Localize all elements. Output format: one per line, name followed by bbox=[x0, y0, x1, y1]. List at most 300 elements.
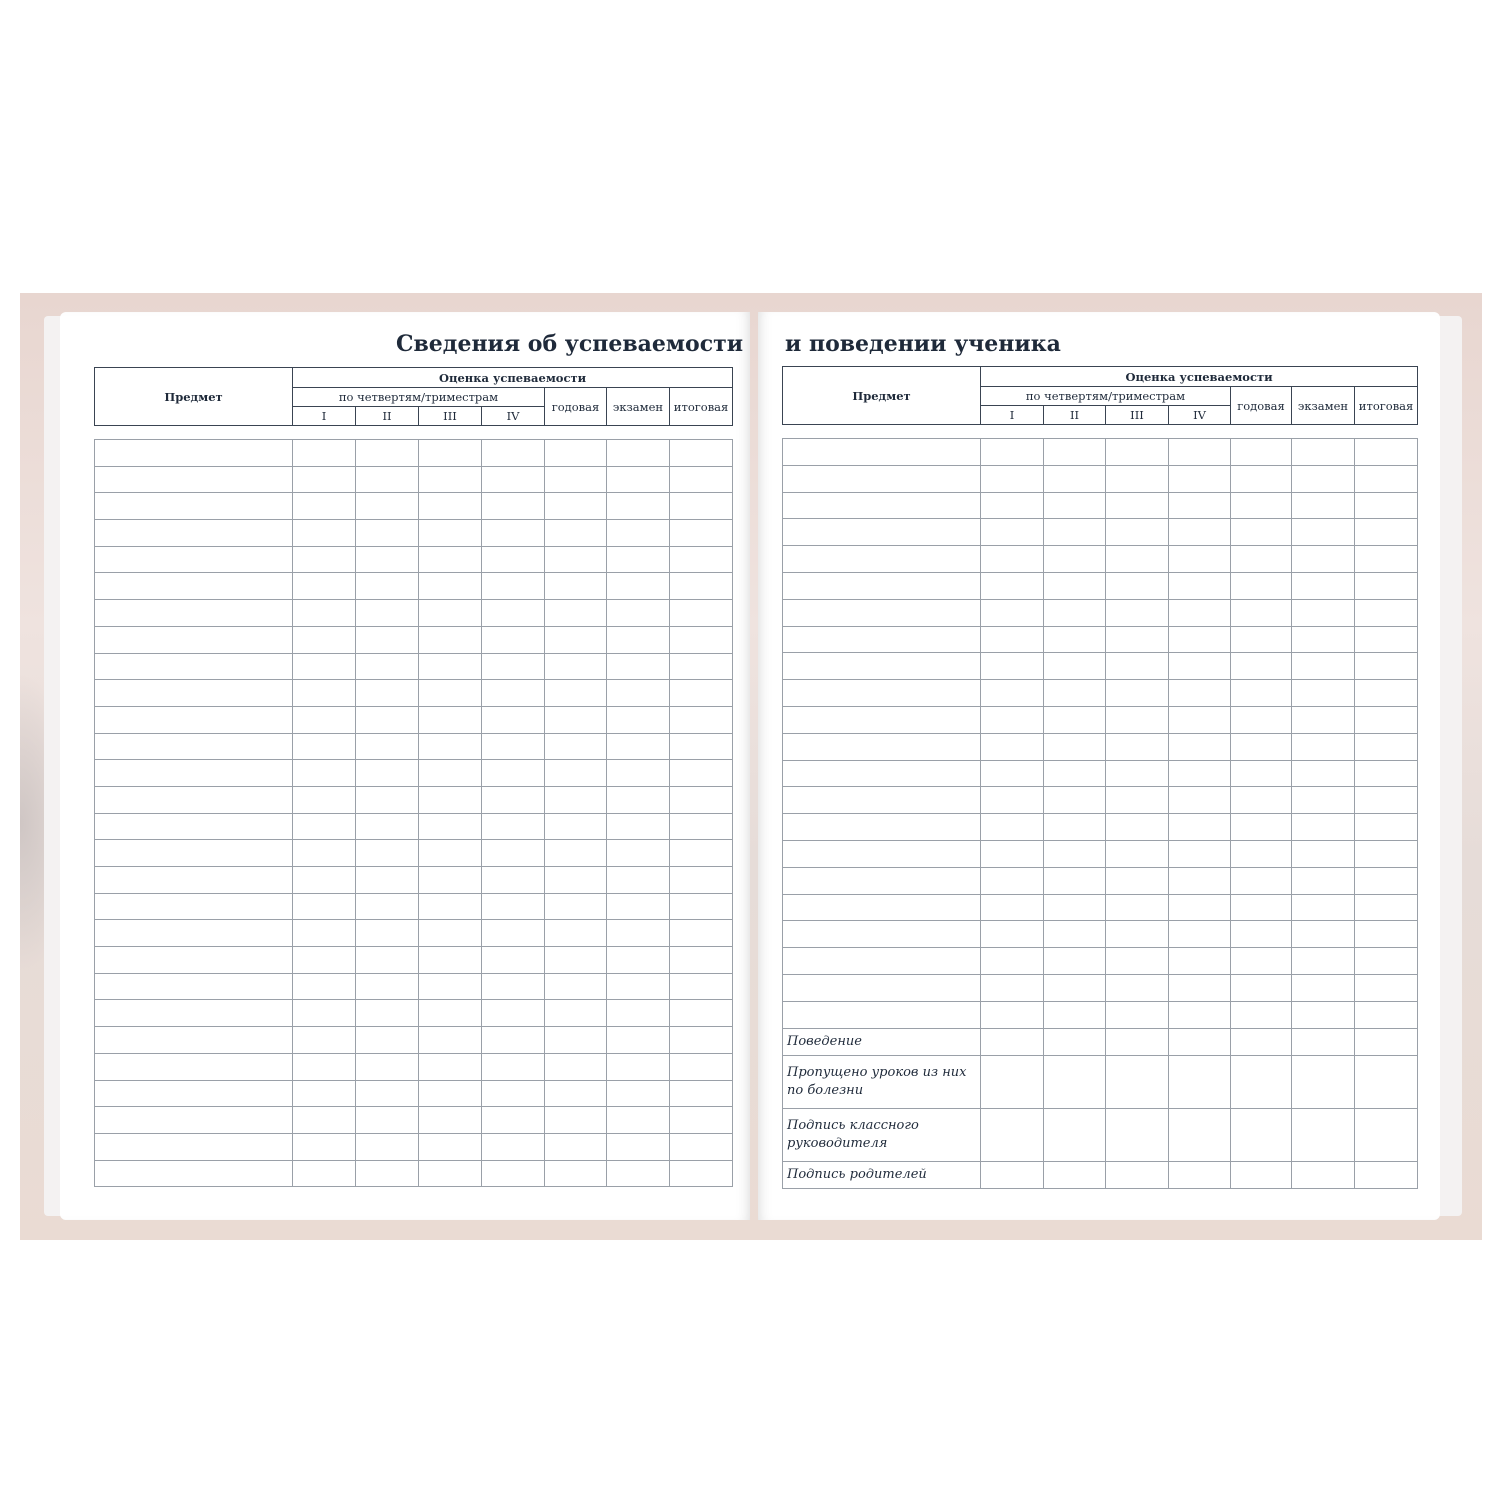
grade-cell[interactable] bbox=[1231, 1028, 1292, 1055]
grade-cell[interactable] bbox=[981, 867, 1044, 894]
grade-cell[interactable] bbox=[419, 947, 482, 974]
subject-cell[interactable] bbox=[783, 814, 981, 841]
grade-cell[interactable] bbox=[1292, 439, 1355, 466]
grade-cell[interactable] bbox=[482, 813, 545, 840]
grade-cell[interactable] bbox=[1355, 439, 1418, 466]
grade-cell[interactable] bbox=[1044, 948, 1106, 975]
grade-cell[interactable] bbox=[1044, 1161, 1106, 1188]
grade-cell[interactable] bbox=[607, 973, 670, 1000]
grade-cell[interactable] bbox=[981, 840, 1044, 867]
grade-cell[interactable] bbox=[1355, 572, 1418, 599]
grade-cell[interactable] bbox=[419, 1053, 482, 1080]
grade-cell[interactable] bbox=[1292, 1028, 1355, 1055]
grade-cell[interactable] bbox=[1231, 921, 1292, 948]
grade-cell[interactable] bbox=[1292, 706, 1355, 733]
grade-cell[interactable] bbox=[545, 600, 607, 627]
grade-cell[interactable] bbox=[1169, 706, 1231, 733]
grade-cell[interactable] bbox=[1106, 948, 1169, 975]
grade-cell[interactable] bbox=[1292, 787, 1355, 814]
grade-cell[interactable] bbox=[356, 813, 419, 840]
grade-cell[interactable] bbox=[1292, 974, 1355, 1001]
grade-cell[interactable] bbox=[356, 706, 419, 733]
subject-cell[interactable] bbox=[95, 760, 293, 787]
grade-cell[interactable] bbox=[419, 1000, 482, 1027]
grade-cell[interactable] bbox=[1231, 492, 1292, 519]
grade-cell[interactable] bbox=[1231, 867, 1292, 894]
grade-cell[interactable] bbox=[670, 840, 733, 867]
grade-cell[interactable] bbox=[1044, 787, 1106, 814]
grade-cell[interactable] bbox=[1169, 814, 1231, 841]
grade-cell[interactable] bbox=[1231, 706, 1292, 733]
grade-cell[interactable] bbox=[1169, 1055, 1231, 1108]
grade-cell[interactable] bbox=[482, 1160, 545, 1187]
grade-cell[interactable] bbox=[1231, 1108, 1292, 1161]
grade-cell[interactable] bbox=[545, 573, 607, 600]
grade-cell[interactable] bbox=[545, 840, 607, 867]
grade-cell[interactable] bbox=[293, 440, 356, 467]
grade-cell[interactable] bbox=[1106, 1108, 1169, 1161]
grade-cell[interactable] bbox=[356, 493, 419, 520]
grade-cell[interactable] bbox=[545, 1053, 607, 1080]
grade-cell[interactable] bbox=[607, 626, 670, 653]
grade-cell[interactable] bbox=[1169, 465, 1231, 492]
grade-cell[interactable] bbox=[670, 440, 733, 467]
grade-cell[interactable] bbox=[356, 1027, 419, 1054]
grade-cell[interactable] bbox=[1169, 733, 1231, 760]
grade-cell[interactable] bbox=[419, 813, 482, 840]
subject-cell[interactable] bbox=[95, 440, 293, 467]
subject-cell[interactable] bbox=[95, 573, 293, 600]
grade-cell[interactable] bbox=[1355, 787, 1418, 814]
grade-cell[interactable] bbox=[1169, 1108, 1231, 1161]
grade-cell[interactable] bbox=[293, 1107, 356, 1134]
grade-cell[interactable] bbox=[1231, 465, 1292, 492]
grade-cell[interactable] bbox=[1106, 921, 1169, 948]
grade-cell[interactable] bbox=[1106, 867, 1169, 894]
grade-cell[interactable] bbox=[482, 546, 545, 573]
grade-cell[interactable] bbox=[670, 733, 733, 760]
subject-cell[interactable] bbox=[95, 840, 293, 867]
grade-cell[interactable] bbox=[1106, 760, 1169, 787]
grade-cell[interactable] bbox=[670, 680, 733, 707]
grade-cell[interactable] bbox=[482, 466, 545, 493]
grade-cell[interactable] bbox=[356, 920, 419, 947]
grade-cell[interactable] bbox=[419, 733, 482, 760]
grade-cell[interactable] bbox=[981, 626, 1044, 653]
grade-cell[interactable] bbox=[1231, 572, 1292, 599]
grade-cell[interactable] bbox=[1231, 626, 1292, 653]
grade-cell[interactable] bbox=[1044, 680, 1106, 707]
grade-cell[interactable] bbox=[1044, 1055, 1106, 1108]
grade-cell[interactable] bbox=[419, 706, 482, 733]
grade-cell[interactable] bbox=[545, 733, 607, 760]
grade-cell[interactable] bbox=[670, 893, 733, 920]
grade-cell[interactable] bbox=[482, 706, 545, 733]
grade-cell[interactable] bbox=[1292, 680, 1355, 707]
grade-cell[interactable] bbox=[1044, 572, 1106, 599]
grade-cell[interactable] bbox=[1355, 814, 1418, 841]
grade-cell[interactable] bbox=[607, 840, 670, 867]
grade-cell[interactable] bbox=[419, 1133, 482, 1160]
grade-cell[interactable] bbox=[1231, 974, 1292, 1001]
grade-cell[interactable] bbox=[1231, 787, 1292, 814]
grade-cell[interactable] bbox=[293, 973, 356, 1000]
grade-cell[interactable] bbox=[1044, 492, 1106, 519]
grade-cell[interactable] bbox=[981, 572, 1044, 599]
grade-cell[interactable] bbox=[293, 760, 356, 787]
subject-cell[interactable] bbox=[783, 894, 981, 921]
grade-cell[interactable] bbox=[607, 1133, 670, 1160]
grade-cell[interactable] bbox=[482, 1107, 545, 1134]
grade-cell[interactable] bbox=[1231, 760, 1292, 787]
grade-cell[interactable] bbox=[356, 573, 419, 600]
grade-cell[interactable] bbox=[670, 1000, 733, 1027]
grade-cell[interactable] bbox=[1355, 519, 1418, 546]
grade-cell[interactable] bbox=[482, 920, 545, 947]
grade-cell[interactable] bbox=[1044, 760, 1106, 787]
grade-cell[interactable] bbox=[482, 653, 545, 680]
grade-cell[interactable] bbox=[545, 626, 607, 653]
grade-cell[interactable] bbox=[981, 787, 1044, 814]
subject-cell[interactable] bbox=[783, 760, 981, 787]
grade-cell[interactable] bbox=[607, 947, 670, 974]
grade-cell[interactable] bbox=[1355, 653, 1418, 680]
subject-cell[interactable] bbox=[95, 520, 293, 547]
subject-cell[interactable] bbox=[95, 493, 293, 520]
grade-cell[interactable] bbox=[1355, 1108, 1418, 1161]
grade-cell[interactable] bbox=[1169, 1161, 1231, 1188]
subject-cell[interactable] bbox=[783, 492, 981, 519]
grade-cell[interactable] bbox=[1169, 572, 1231, 599]
grade-cell[interactable] bbox=[607, 520, 670, 547]
grade-cell[interactable] bbox=[1231, 894, 1292, 921]
grade-cell[interactable] bbox=[1355, 760, 1418, 787]
grade-cell[interactable] bbox=[1231, 814, 1292, 841]
subject-cell[interactable] bbox=[95, 1107, 293, 1134]
grade-cell[interactable] bbox=[607, 920, 670, 947]
grade-cell[interactable] bbox=[1355, 733, 1418, 760]
grade-cell[interactable] bbox=[545, 893, 607, 920]
subject-cell[interactable] bbox=[783, 948, 981, 975]
subject-cell[interactable] bbox=[783, 465, 981, 492]
grade-cell[interactable] bbox=[670, 1160, 733, 1187]
subject-cell[interactable] bbox=[783, 1001, 981, 1028]
grade-cell[interactable] bbox=[1106, 1055, 1169, 1108]
subject-cell[interactable] bbox=[95, 867, 293, 894]
grade-cell[interactable] bbox=[419, 573, 482, 600]
grade-cell[interactable] bbox=[1231, 680, 1292, 707]
grade-cell[interactable] bbox=[670, 973, 733, 1000]
grade-cell[interactable] bbox=[670, 1053, 733, 1080]
grade-cell[interactable] bbox=[419, 626, 482, 653]
grade-cell[interactable] bbox=[419, 1080, 482, 1107]
grade-cell[interactable] bbox=[607, 1000, 670, 1027]
grade-cell[interactable] bbox=[670, 706, 733, 733]
grade-cell[interactable] bbox=[545, 520, 607, 547]
grade-cell[interactable] bbox=[670, 920, 733, 947]
grade-cell[interactable] bbox=[545, 653, 607, 680]
subject-cell[interactable] bbox=[783, 626, 981, 653]
grade-cell[interactable] bbox=[419, 466, 482, 493]
grade-cell[interactable] bbox=[1292, 1055, 1355, 1108]
subject-cell[interactable] bbox=[95, 813, 293, 840]
subject-cell[interactable] bbox=[95, 1133, 293, 1160]
grade-cell[interactable] bbox=[1169, 680, 1231, 707]
grade-cell[interactable] bbox=[1231, 439, 1292, 466]
grade-cell[interactable] bbox=[1106, 492, 1169, 519]
grade-cell[interactable] bbox=[607, 1080, 670, 1107]
grade-cell[interactable] bbox=[482, 520, 545, 547]
grade-cell[interactable] bbox=[981, 680, 1044, 707]
grade-cell[interactable] bbox=[545, 440, 607, 467]
grade-cell[interactable] bbox=[670, 653, 733, 680]
subject-cell[interactable] bbox=[95, 600, 293, 627]
subject-cell[interactable] bbox=[95, 1160, 293, 1187]
grade-cell[interactable] bbox=[293, 573, 356, 600]
grade-cell[interactable] bbox=[981, 974, 1044, 1001]
grade-cell[interactable] bbox=[1355, 974, 1418, 1001]
grade-cell[interactable] bbox=[607, 867, 670, 894]
grade-cell[interactable] bbox=[482, 760, 545, 787]
grade-cell[interactable] bbox=[482, 840, 545, 867]
grade-cell[interactable] bbox=[607, 733, 670, 760]
grade-cell[interactable] bbox=[1044, 921, 1106, 948]
grade-cell[interactable] bbox=[1355, 948, 1418, 975]
grade-cell[interactable] bbox=[607, 1053, 670, 1080]
grade-cell[interactable] bbox=[1292, 546, 1355, 573]
grade-cell[interactable] bbox=[1292, 599, 1355, 626]
grade-cell[interactable] bbox=[981, 760, 1044, 787]
grade-cell[interactable] bbox=[981, 1108, 1044, 1161]
subject-cell[interactable] bbox=[95, 973, 293, 1000]
grade-cell[interactable] bbox=[1106, 653, 1169, 680]
subject-cell[interactable] bbox=[783, 653, 981, 680]
grade-cell[interactable] bbox=[482, 1000, 545, 1027]
subject-cell[interactable] bbox=[783, 599, 981, 626]
grade-cell[interactable] bbox=[1231, 546, 1292, 573]
grade-cell[interactable] bbox=[607, 786, 670, 813]
grade-cell[interactable] bbox=[1292, 626, 1355, 653]
grade-cell[interactable] bbox=[1044, 1108, 1106, 1161]
grade-cell[interactable] bbox=[1355, 626, 1418, 653]
grade-cell[interactable] bbox=[1292, 814, 1355, 841]
grade-cell[interactable] bbox=[419, 760, 482, 787]
subject-cell[interactable] bbox=[783, 733, 981, 760]
grade-cell[interactable] bbox=[1231, 653, 1292, 680]
grade-cell[interactable] bbox=[482, 947, 545, 974]
subject-cell[interactable] bbox=[783, 519, 981, 546]
grade-cell[interactable] bbox=[1231, 1055, 1292, 1108]
grade-cell[interactable] bbox=[1044, 894, 1106, 921]
grade-cell[interactable] bbox=[1106, 1001, 1169, 1028]
grade-cell[interactable] bbox=[356, 440, 419, 467]
grade-cell[interactable] bbox=[981, 653, 1044, 680]
grade-cell[interactable] bbox=[607, 466, 670, 493]
grade-cell[interactable] bbox=[1169, 974, 1231, 1001]
grade-cell[interactable] bbox=[981, 1055, 1044, 1108]
grade-cell[interactable] bbox=[1044, 814, 1106, 841]
grade-cell[interactable] bbox=[482, 600, 545, 627]
grade-cell[interactable] bbox=[981, 1161, 1044, 1188]
grade-cell[interactable] bbox=[1044, 546, 1106, 573]
grade-cell[interactable] bbox=[419, 1160, 482, 1187]
grade-cell[interactable] bbox=[607, 600, 670, 627]
grade-cell[interactable] bbox=[356, 653, 419, 680]
grade-cell[interactable] bbox=[981, 1001, 1044, 1028]
grade-cell[interactable] bbox=[1169, 921, 1231, 948]
grade-cell[interactable] bbox=[545, 546, 607, 573]
grade-cell[interactable] bbox=[545, 1160, 607, 1187]
grade-cell[interactable] bbox=[607, 813, 670, 840]
grade-cell[interactable] bbox=[1169, 492, 1231, 519]
grade-cell[interactable] bbox=[1044, 1028, 1106, 1055]
grade-cell[interactable] bbox=[607, 653, 670, 680]
grade-cell[interactable] bbox=[356, 840, 419, 867]
grade-cell[interactable] bbox=[1106, 546, 1169, 573]
grade-cell[interactable] bbox=[1044, 1001, 1106, 1028]
grade-cell[interactable] bbox=[1169, 653, 1231, 680]
grade-cell[interactable] bbox=[1292, 1001, 1355, 1028]
grade-cell[interactable] bbox=[293, 706, 356, 733]
subject-cell[interactable] bbox=[95, 626, 293, 653]
grade-cell[interactable] bbox=[670, 1107, 733, 1134]
subject-cell[interactable] bbox=[95, 1027, 293, 1054]
grade-cell[interactable] bbox=[607, 760, 670, 787]
grade-cell[interactable] bbox=[1169, 626, 1231, 653]
grade-cell[interactable] bbox=[607, 1107, 670, 1134]
grade-cell[interactable] bbox=[1106, 680, 1169, 707]
grade-cell[interactable] bbox=[1106, 1028, 1169, 1055]
grade-cell[interactable] bbox=[1169, 760, 1231, 787]
grade-cell[interactable] bbox=[293, 893, 356, 920]
grade-cell[interactable] bbox=[1044, 974, 1106, 1001]
grade-cell[interactable] bbox=[1106, 519, 1169, 546]
grade-cell[interactable] bbox=[670, 786, 733, 813]
grade-cell[interactable] bbox=[1355, 492, 1418, 519]
grade-cell[interactable] bbox=[356, 546, 419, 573]
grade-cell[interactable] bbox=[1169, 1001, 1231, 1028]
subject-cell[interactable] bbox=[783, 572, 981, 599]
grade-cell[interactable] bbox=[293, 1027, 356, 1054]
grade-cell[interactable] bbox=[1169, 546, 1231, 573]
grade-cell[interactable] bbox=[1106, 974, 1169, 1001]
grade-cell[interactable] bbox=[293, 1000, 356, 1027]
grade-cell[interactable] bbox=[670, 867, 733, 894]
subject-cell[interactable] bbox=[783, 706, 981, 733]
grade-cell[interactable] bbox=[1106, 1161, 1169, 1188]
grade-cell[interactable] bbox=[293, 520, 356, 547]
grade-cell[interactable] bbox=[1292, 492, 1355, 519]
grade-cell[interactable] bbox=[1355, 894, 1418, 921]
grade-cell[interactable] bbox=[1106, 840, 1169, 867]
grade-cell[interactable] bbox=[607, 1027, 670, 1054]
grade-cell[interactable] bbox=[293, 493, 356, 520]
grade-cell[interactable] bbox=[670, 947, 733, 974]
subject-cell[interactable] bbox=[95, 1000, 293, 1027]
grade-cell[interactable] bbox=[356, 1080, 419, 1107]
grade-cell[interactable] bbox=[419, 1027, 482, 1054]
grade-cell[interactable] bbox=[545, 973, 607, 1000]
grade-cell[interactable] bbox=[1292, 465, 1355, 492]
grade-cell[interactable] bbox=[607, 440, 670, 467]
grade-cell[interactable] bbox=[1355, 1028, 1418, 1055]
grade-cell[interactable] bbox=[293, 733, 356, 760]
grade-cell[interactable] bbox=[1106, 733, 1169, 760]
grade-cell[interactable] bbox=[607, 680, 670, 707]
grade-cell[interactable] bbox=[1355, 840, 1418, 867]
grade-cell[interactable] bbox=[419, 680, 482, 707]
grade-cell[interactable] bbox=[981, 599, 1044, 626]
grade-cell[interactable] bbox=[1044, 653, 1106, 680]
grade-cell[interactable] bbox=[419, 520, 482, 547]
grade-cell[interactable] bbox=[670, 760, 733, 787]
grade-cell[interactable] bbox=[1292, 733, 1355, 760]
grade-cell[interactable] bbox=[981, 733, 1044, 760]
grade-cell[interactable] bbox=[607, 493, 670, 520]
grade-cell[interactable] bbox=[981, 439, 1044, 466]
subject-cell[interactable] bbox=[95, 680, 293, 707]
grade-cell[interactable] bbox=[1231, 948, 1292, 975]
grade-cell[interactable] bbox=[293, 786, 356, 813]
grade-cell[interactable] bbox=[1231, 1161, 1292, 1188]
grade-cell[interactable] bbox=[670, 1080, 733, 1107]
grade-cell[interactable] bbox=[419, 786, 482, 813]
grade-cell[interactable] bbox=[482, 867, 545, 894]
subject-cell[interactable] bbox=[783, 840, 981, 867]
grade-cell[interactable] bbox=[670, 600, 733, 627]
grade-cell[interactable] bbox=[293, 813, 356, 840]
grade-cell[interactable] bbox=[293, 867, 356, 894]
grade-cell[interactable] bbox=[482, 733, 545, 760]
grade-cell[interactable] bbox=[356, 786, 419, 813]
grade-cell[interactable] bbox=[356, 1000, 419, 1027]
grade-cell[interactable] bbox=[356, 1133, 419, 1160]
grade-cell[interactable] bbox=[293, 600, 356, 627]
grade-cell[interactable] bbox=[1169, 787, 1231, 814]
grade-cell[interactable] bbox=[293, 1080, 356, 1107]
grade-cell[interactable] bbox=[356, 600, 419, 627]
grade-cell[interactable] bbox=[1106, 787, 1169, 814]
grade-cell[interactable] bbox=[1292, 572, 1355, 599]
grade-cell[interactable] bbox=[419, 600, 482, 627]
grade-cell[interactable] bbox=[356, 973, 419, 1000]
grade-cell[interactable] bbox=[1231, 840, 1292, 867]
grade-cell[interactable] bbox=[356, 1053, 419, 1080]
grade-cell[interactable] bbox=[293, 680, 356, 707]
grade-cell[interactable] bbox=[545, 760, 607, 787]
grade-cell[interactable] bbox=[1292, 840, 1355, 867]
subject-cell[interactable] bbox=[783, 680, 981, 707]
grade-cell[interactable] bbox=[482, 440, 545, 467]
grade-cell[interactable] bbox=[482, 1080, 545, 1107]
grade-cell[interactable] bbox=[981, 706, 1044, 733]
grade-cell[interactable] bbox=[1169, 840, 1231, 867]
grade-cell[interactable] bbox=[293, 653, 356, 680]
grade-cell[interactable] bbox=[545, 1027, 607, 1054]
subject-cell[interactable] bbox=[95, 920, 293, 947]
grade-cell[interactable] bbox=[670, 1133, 733, 1160]
grade-cell[interactable] bbox=[1106, 572, 1169, 599]
grade-cell[interactable] bbox=[545, 1000, 607, 1027]
grade-cell[interactable] bbox=[356, 893, 419, 920]
subject-cell[interactable] bbox=[95, 893, 293, 920]
grade-cell[interactable] bbox=[419, 840, 482, 867]
grade-cell[interactable] bbox=[419, 440, 482, 467]
grade-cell[interactable] bbox=[1355, 921, 1418, 948]
grade-cell[interactable] bbox=[1292, 867, 1355, 894]
grade-cell[interactable] bbox=[981, 921, 1044, 948]
subject-cell[interactable] bbox=[95, 947, 293, 974]
